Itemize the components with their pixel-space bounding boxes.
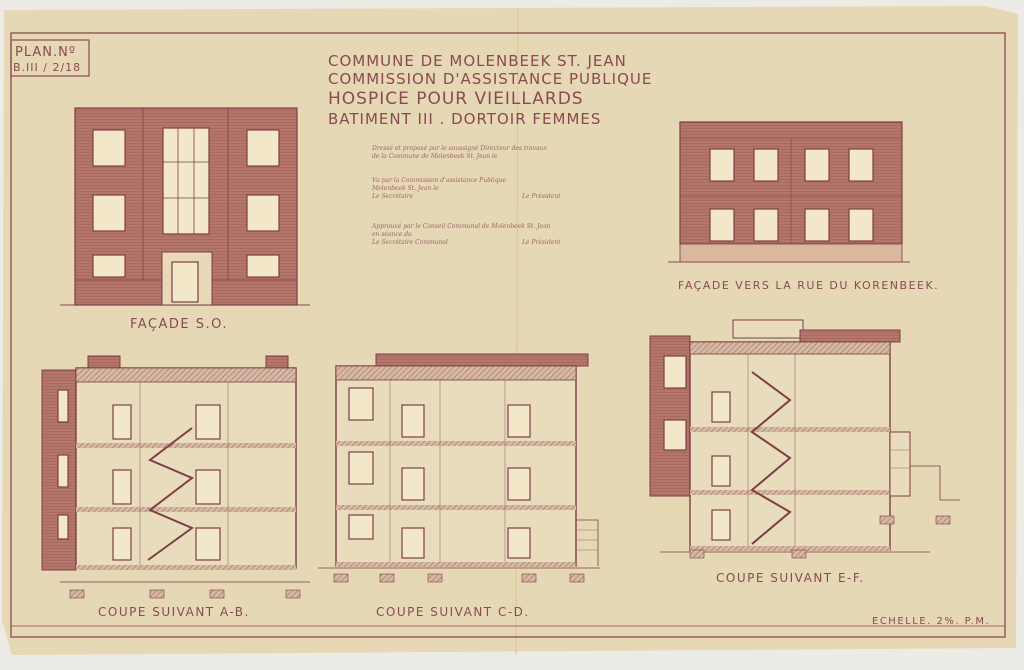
note-line: Le Secrétaire [372, 193, 414, 200]
title-line-2: COMMISSION D'ASSISTANCE PUBLIQUE [328, 70, 653, 88]
note-line: en séance du [372, 231, 412, 238]
note-line: Molenbeek St. Jean le [372, 185, 439, 192]
note-line: Dressé et proposé par le soussigné Directeur des travaux [372, 145, 547, 152]
note-line: de la Commune de Molenbeek St. Jean le [372, 153, 498, 160]
section-ab-drawing [42, 356, 310, 598]
title-line-4: BATIMENT III . DORTOIR FEMMES [328, 110, 602, 128]
section-cd-drawing [318, 354, 600, 582]
plan-number-value: B.III / 2/18 [13, 61, 82, 74]
facade-so-drawing [60, 108, 310, 305]
label-coupe-cd: COUPE SUIVANT C-D. [376, 605, 530, 619]
note-line: Vu par la Commission d'assistance Publique [372, 177, 507, 184]
label-coupe-ef: COUPE SUIVANT E-F. [716, 571, 865, 585]
label-coupe-ab: COUPE SUIVANT A-B. [98, 605, 250, 619]
note-line: Le Président [522, 193, 561, 200]
label-facade-so: FAÇADE S.O. [130, 317, 228, 332]
plan-number-label: PLAN.Nº [15, 45, 76, 60]
scale-label: ECHELLE. 2%. P.M. [872, 616, 991, 627]
label-facade-korenbeek: FAÇADE VERS LA RUE DU KORENBEEK. [678, 279, 940, 292]
note-line: Approuvé par le Conseil Communal de Molenbeek St. Jean [372, 223, 551, 230]
title-line-1: COMMUNE DE MOLENBEEK ST. JEAN [328, 52, 627, 70]
facade-korenbeek-drawing [668, 122, 910, 262]
note-line: Le Secrétaire Communal [372, 239, 448, 246]
note-line: Le Président [522, 239, 561, 246]
title-line-3: HOSPICE POUR VIEILLARDS [328, 89, 584, 109]
